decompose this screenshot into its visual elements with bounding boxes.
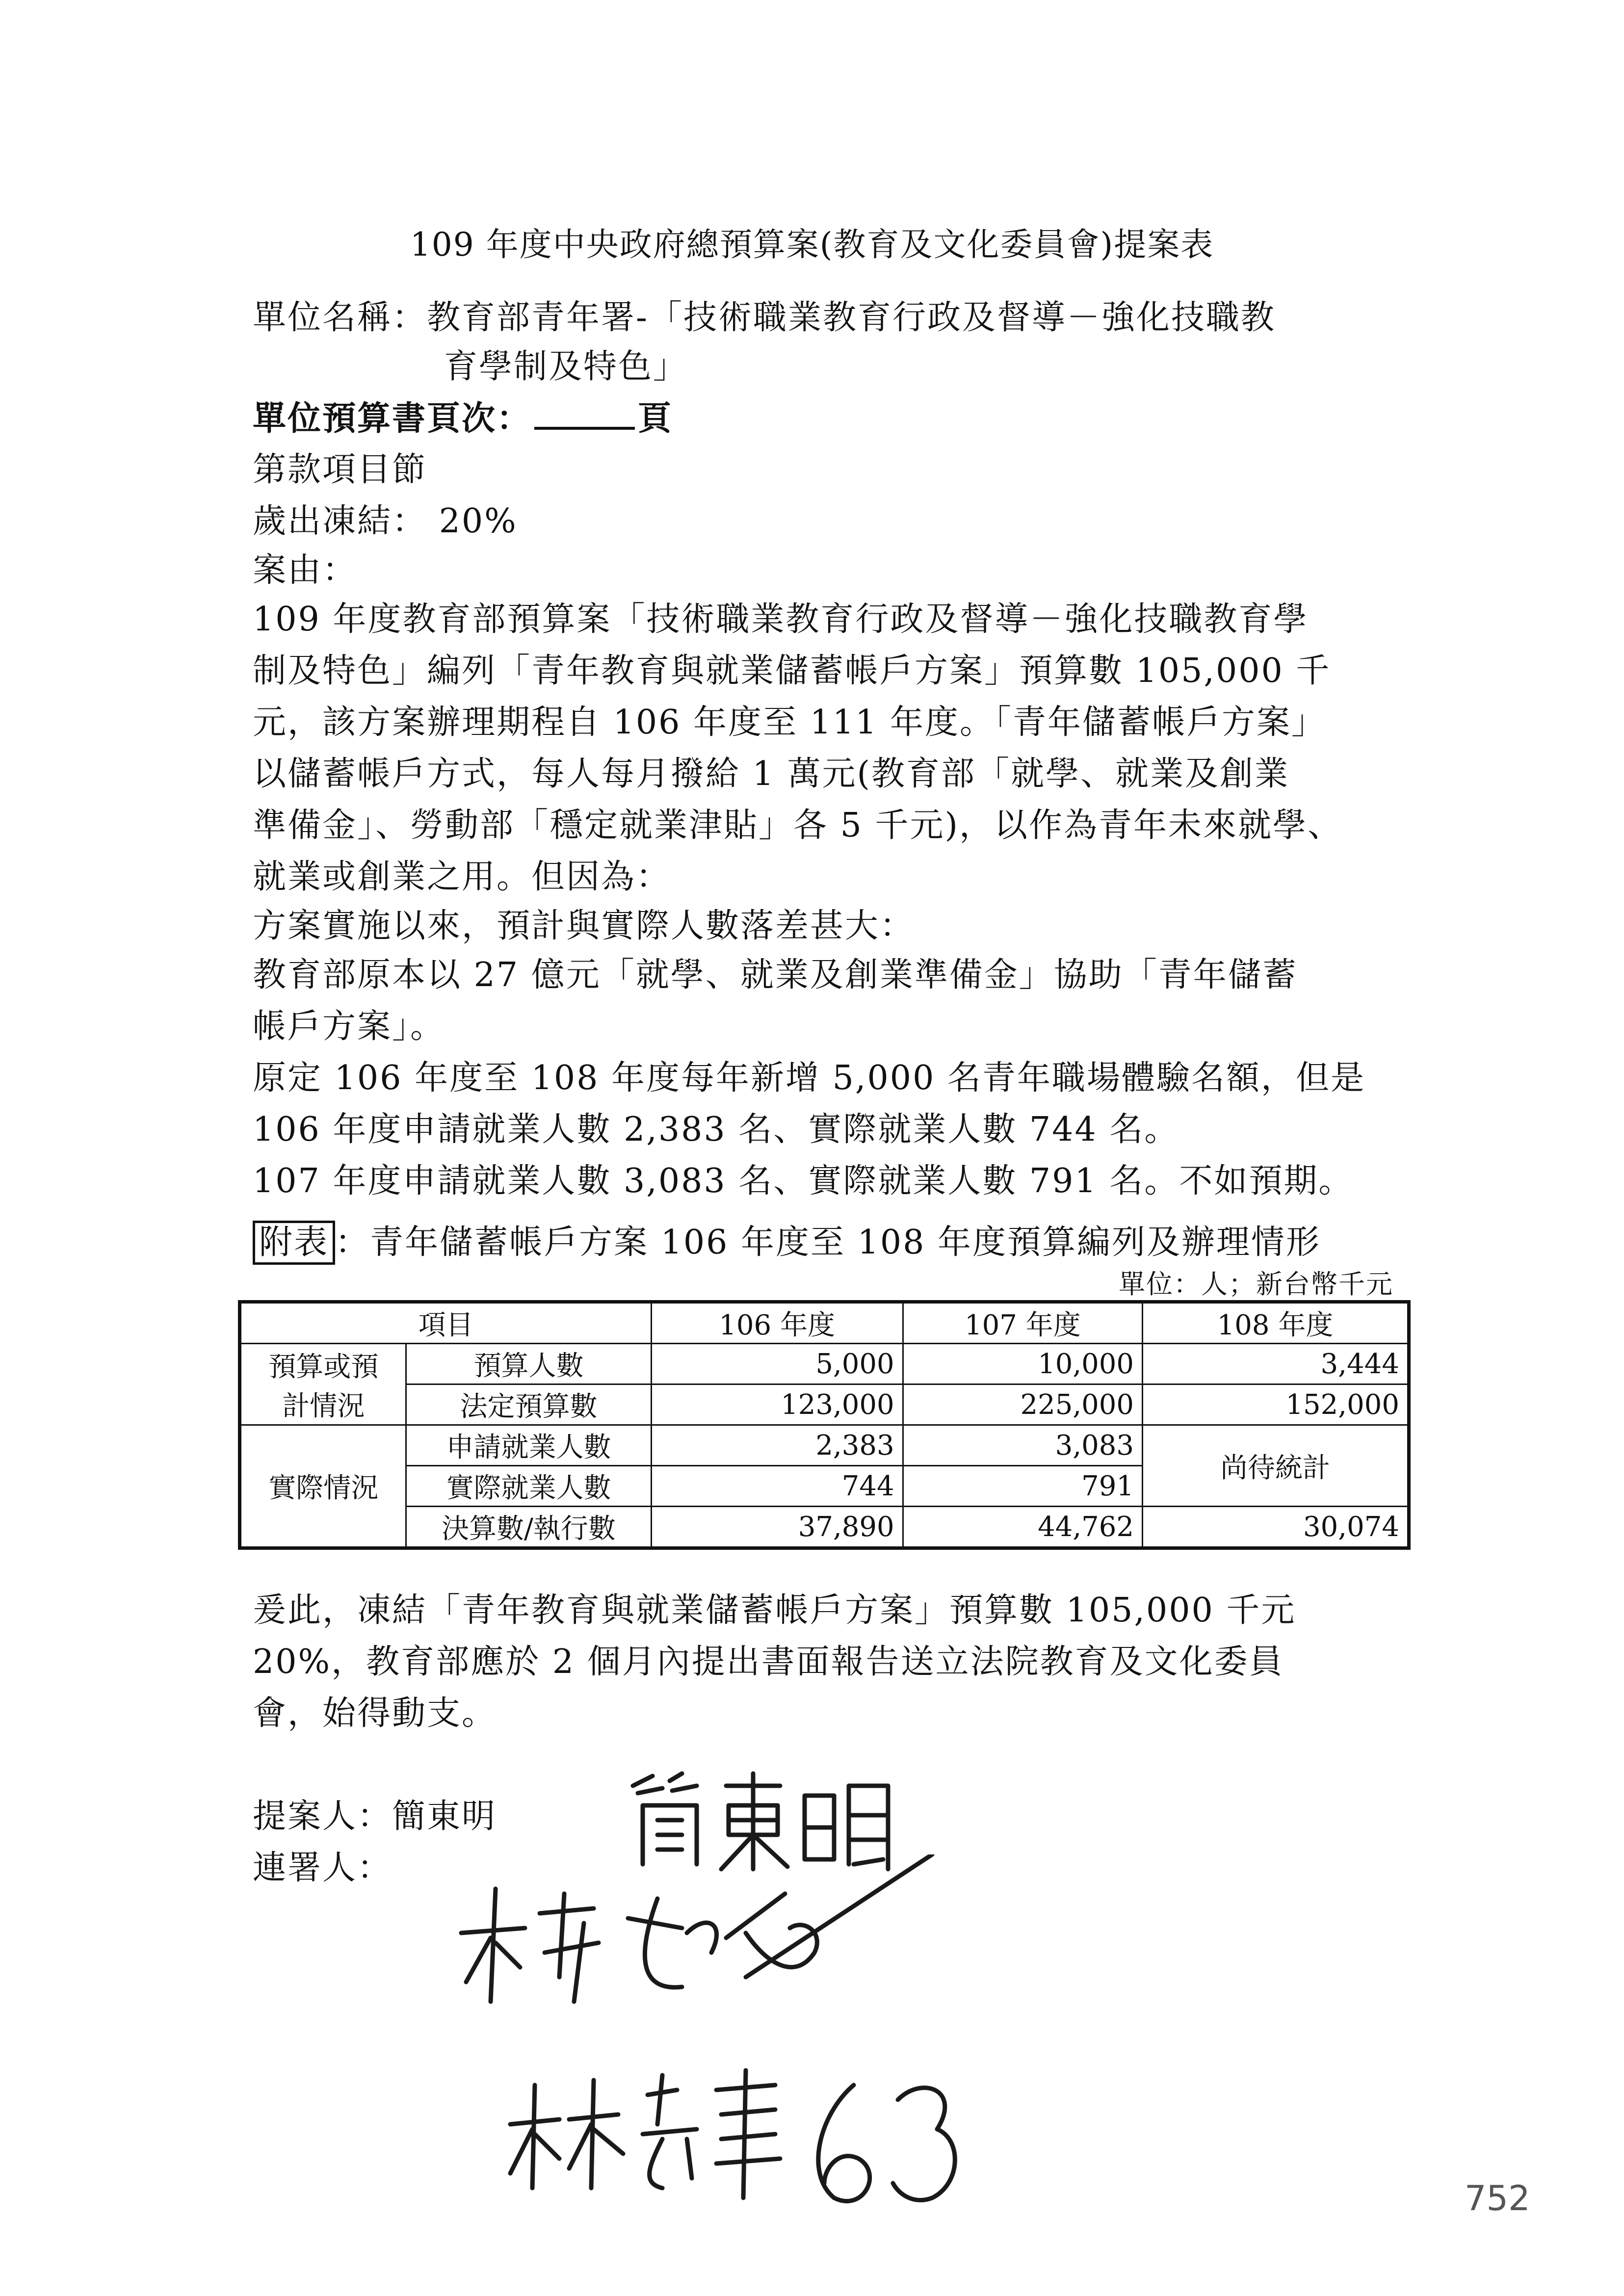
body-line: 準備金」、勞動部「穩定就業津貼」各 5 千元)，以作為青年未來就學、 <box>253 806 1343 845</box>
row-label: 決算數/執行數 <box>406 1507 651 1548</box>
table-row <box>240 1507 1409 1548</box>
unit-name-line1: 單位名稱：教育部青年署-「技術職業教育行政及督導－強化技職教 <box>253 298 1276 337</box>
header-108: 108 年度 <box>1143 1302 1409 1344</box>
reason-label: 案由： <box>253 551 358 590</box>
unit-note: 單位：人；新台幣千元 <box>1119 1269 1393 1300</box>
row-label: 預算人數 <box>406 1344 651 1384</box>
conclusion-line: 爰此，凍結「青年教育與就業儲蓄帳戶方案」預算數 105,000 千元 <box>253 1591 1296 1630</box>
cosigner-label: 連署人： <box>253 1849 393 1887</box>
pending-cell: 尚待統計 <box>1143 1425 1409 1507</box>
budget-table <box>238 1300 1411 1550</box>
header-107: 107 年度 <box>903 1302 1142 1344</box>
row-label: 申請就業人數 <box>406 1425 651 1466</box>
group-actual: 實際情況 <box>240 1425 406 1548</box>
table-header-row <box>240 1302 1409 1344</box>
group-budget-estimate <box>240 1344 406 1425</box>
cell-value: 123,000 <box>651 1384 903 1425</box>
body-line: 以儲蓄帳戶方式，每人每月撥給 1 萬元(教育部「就學、就業及創業 <box>253 755 1290 793</box>
cell-value: 3,083 <box>903 1425 1142 1466</box>
cell-value: 152,000 <box>1143 1384 1409 1425</box>
header-item: 項目 <box>240 1302 652 1344</box>
conclusion-line: 20%，教育部應於 2 個月內提出書面報告送立法院教育及文化委員 <box>253 1643 1284 1681</box>
cell-value: 10,000 <box>903 1344 1142 1384</box>
freeze-label: 歲出凍結： 20% <box>253 502 518 541</box>
body-line: 原定 106 年度至 108 年度每年新增 5,000 名青年職場體驗名額，但是 <box>253 1059 1365 1097</box>
body-line: 帳戶方案」。 <box>253 1007 445 1046</box>
cell-value: 791 <box>903 1466 1142 1507</box>
body-line: 107 年度申請就業人數 3,083 名、實際就業人數 791 名。不如預期。 <box>253 1162 1354 1200</box>
group-budget-estimate-line2: 計情況 <box>282 1390 365 1422</box>
section-label: 第款項目節 <box>253 450 427 489</box>
appendix-label: 附表 <box>253 1221 335 1265</box>
cosigner-signature-1 <box>451 1854 942 2016</box>
proposer-label: 提案人：簡東明 <box>253 1797 497 1836</box>
document-title: 109 年度中央政府總預算案(教育及文化委員會)提案表 <box>410 226 1214 263</box>
body-line: 就業或創業之用。但因為： <box>253 858 671 896</box>
row-label: 法定預算數 <box>406 1384 651 1425</box>
cell-value: 225,000 <box>903 1384 1142 1425</box>
budget-page-suffix: 頁 <box>638 399 673 438</box>
budget-page-label: 單位預算書頁次： <box>253 399 532 438</box>
row-label: 實際就業人數 <box>406 1466 651 1507</box>
body-line: 109 年度教育部預算案「技術職業教育行政及督導－強化技職教育學 <box>253 600 1309 639</box>
table-row <box>240 1425 1409 1466</box>
cell-value: 44,762 <box>903 1507 1142 1548</box>
table-row <box>240 1384 1409 1425</box>
cell-value: 30,074 <box>1143 1507 1409 1548</box>
unit-name-line2: 育學制及特色」 <box>444 347 688 386</box>
corner-mark: 752 <box>1465 2178 1530 2218</box>
cell-value: 2,383 <box>651 1425 903 1466</box>
budget-page-blank <box>534 397 635 430</box>
body-line: 106 年度申請就業人數 2,383 名、實際就業人數 744 名。 <box>253 1110 1179 1149</box>
cell-value: 37,890 <box>651 1507 903 1548</box>
budget-page-line <box>253 395 673 442</box>
cell-value: 744 <box>651 1466 903 1507</box>
cell-value: 5,000 <box>651 1344 903 1384</box>
conclusion-line: 會，始得動支。 <box>253 1694 497 1733</box>
cell-value: 3,444 <box>1143 1344 1409 1384</box>
body-line: 方案實施以來，預計與實際人數落差甚大： <box>253 907 915 945</box>
group-budget-estimate-line1: 預算或預 <box>268 1351 379 1383</box>
body-line: 制及特色」編列「青年教育與就業儲蓄帳戶方案」預算數 105,000 千 <box>253 652 1331 690</box>
body-line: 教育部原本以 27 億元「就學、就業及創業準備金」協助「青年儲蓄 <box>253 956 1298 994</box>
table-row <box>240 1344 1409 1384</box>
appendix-caption <box>253 1219 1321 1266</box>
cosigner-signature-2 <box>500 2056 971 2218</box>
header-106: 106 年度 <box>651 1302 903 1344</box>
body-line: 元，該方案辦理期程自 106 年度至 111 年度。「青年儲蓄帳戶方案」 <box>253 703 1327 742</box>
appendix-title: ：青年儲蓄帳戶方案 106 年度至 108 年度預算編列及辦理情形 <box>335 1223 1321 1262</box>
